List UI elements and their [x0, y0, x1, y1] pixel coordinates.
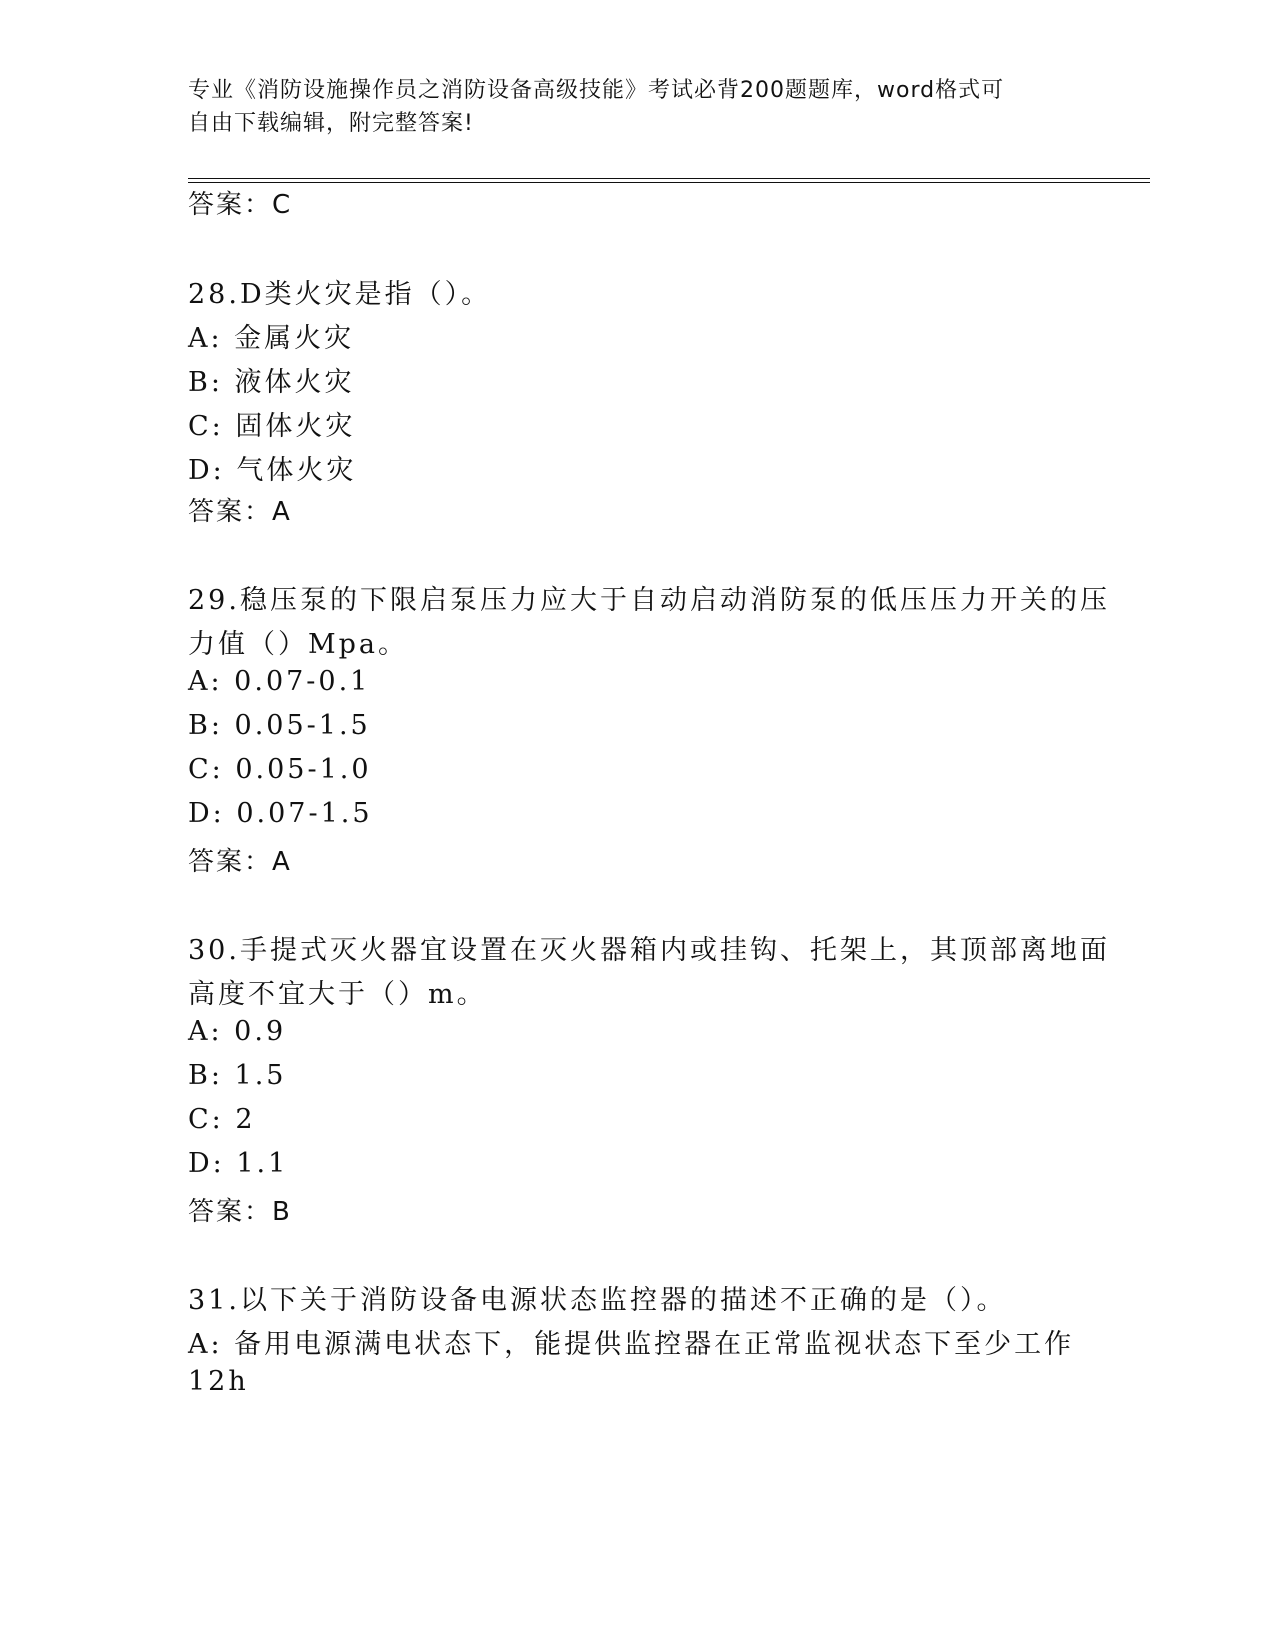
- option-a: A: 0.9: [188, 1016, 287, 1047]
- answer-line: 答案：C: [188, 190, 293, 220]
- option-d: D: 0.07-1.5: [188, 798, 373, 829]
- option-c: C: 2: [188, 1104, 256, 1135]
- option-b: B: 液体火灾: [188, 367, 355, 398]
- option-c: C: 0.05-1.0: [188, 754, 372, 785]
- option-b: B: 0.05-1.5: [188, 710, 371, 741]
- header-line-2: 自由下载编辑，附完整答案!: [188, 111, 474, 136]
- option-d: D: 1.1: [188, 1148, 289, 1179]
- question-28: 28.D类火灾是指（）。: [188, 279, 492, 310]
- option-a: A: 0.07-0.1: [188, 666, 371, 697]
- question-30-cont: 高度不宜大于（）m。: [188, 979, 487, 1010]
- document-header: [188, 74, 1068, 140]
- question-29-cont: 力值（）Mpa。: [188, 629, 409, 660]
- option-d: D: 气体火灾: [188, 455, 357, 486]
- answer-line: 答案：A: [188, 847, 292, 877]
- question-29: 29.稳压泵的下限启泵压力应大于自动启动消防泵的低压压力开关的压: [188, 585, 1110, 616]
- answer-line: 答案：B: [188, 1197, 292, 1227]
- option-b: B: 1.5: [188, 1060, 287, 1091]
- option-a-cont: 12h: [188, 1366, 249, 1397]
- option-c: C: 固体火灾: [188, 411, 356, 442]
- question-30: 30.手提式灭火器宜设置在灭火器箱内或挂钩、托架上，其顶部离地面: [188, 935, 1110, 966]
- option-a: A: 备用电源满电状态下，能提供监控器在正常监视状态下至少工作: [188, 1329, 1075, 1360]
- option-a: A: 金属火灾: [188, 323, 355, 354]
- answer-line: 答案：A: [188, 497, 292, 527]
- header-line-1: 专业《消防设施操作员之消防设备高级技能》考试必背200题题库，word格式可: [188, 78, 1005, 103]
- header-rule-bottom: [188, 182, 1150, 183]
- question-31: 31.以下关于消防设备电源状态监控器的描述不正确的是（）。: [188, 1285, 1007, 1316]
- header-rule-top: [188, 178, 1150, 179]
